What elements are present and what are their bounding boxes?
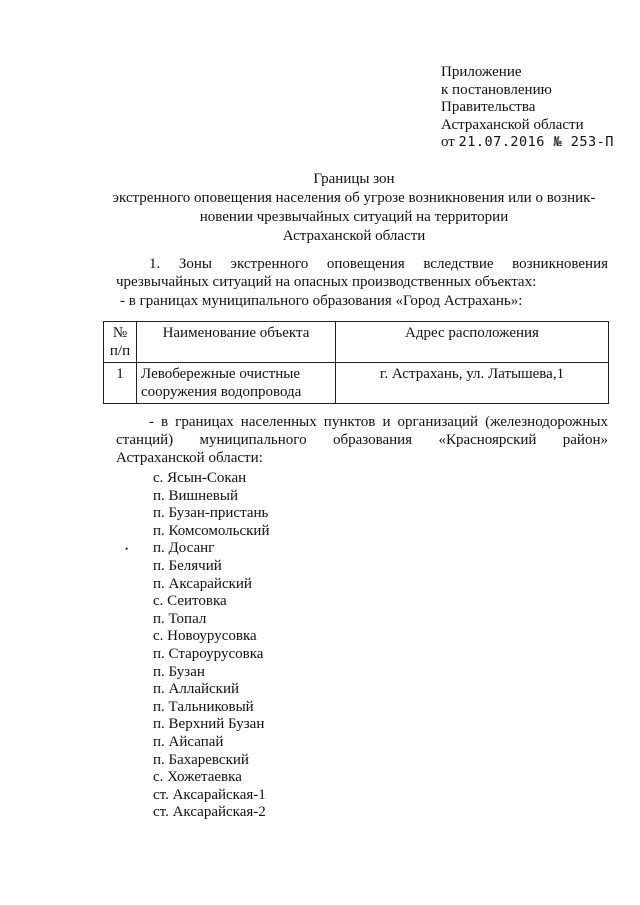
header-address: Адрес расположения [336, 322, 609, 363]
header-object-name: Наименование объекта [137, 322, 336, 363]
title-line: новении чрезвычайных ситуаций на территории [199, 209, 509, 225]
document-title [100, 170, 608, 246]
table-header-row [104, 322, 609, 363]
list-item: п. Аллайский [153, 681, 240, 698]
list-item: п. Староурусовка [153, 645, 264, 662]
cell-object-name: Левобережные очистные сооружения водопровода [137, 363, 336, 404]
settlements-list [153, 470, 269, 822]
approval-date-line [441, 134, 614, 152]
section-2-text: - в границах населенных пунктов и организаций (железнодорожных станций) муниципального образования «Красноярский район» Астраханской области: [116, 414, 608, 466]
list-item: п. Комсомольский [153, 522, 270, 539]
title-line: Астраханской области [282, 228, 426, 244]
list-item: ст. Аксарайская-2 [153, 804, 266, 821]
list-item: п. Бузан-пристань [153, 505, 269, 522]
list-item: п. Белячий [153, 557, 222, 574]
header-number: № п/п [104, 322, 137, 363]
list-item: с. Новоурусовка [153, 628, 257, 645]
approval-block [441, 64, 614, 152]
approval-line: Приложение [441, 64, 522, 80]
scan-speck: • [125, 544, 129, 554]
list-item: п. Бахаревский [153, 751, 249, 768]
title-line: Границы зон [313, 171, 395, 187]
list-item: ст. Аксарайская-1 [153, 786, 266, 803]
list-item: с. Сеитовка [153, 593, 227, 610]
list-item: п. Верхний Бузан [153, 716, 265, 733]
objects-table [103, 321, 609, 404]
list-item: п. Тальниковый [153, 698, 254, 715]
list-item: п. Топал [153, 610, 207, 627]
approval-line: к постановлению [441, 81, 552, 98]
approval-date-prefix: от [441, 134, 455, 150]
title-line: экстренного оповещения населения об угрозе возникновения или о возник- [112, 190, 596, 206]
list-item: п. Бузан [153, 663, 205, 680]
list-item: п. Досанг [153, 540, 215, 557]
approval-line: Астраханской области [441, 116, 584, 133]
list-item: п. Вишневый [153, 487, 238, 504]
list-item: п. Аксарайский [153, 575, 252, 592]
cell-address: г. Астрахань, ул. Латышева,1 [336, 363, 609, 404]
cell-number: 1 [104, 363, 137, 404]
table-row [104, 363, 609, 404]
list-item: с. Хожетаевка [153, 769, 242, 786]
approval-date-stamp: 21.07.2016 № 253-П [458, 134, 614, 150]
section-1-subheading: - в границах муниципального образования «Город Астрахань»: [120, 293, 523, 309]
section-1-text: 1. Зоны экстренного оповещения вследствие возникновения чрезвычайных ситуаций на опасных производственных объектах: [116, 256, 608, 290]
list-item: п. Айсапай [153, 733, 224, 750]
list-item: с. Ясын-Сокан [153, 470, 247, 486]
approval-line: Правительства [441, 99, 536, 115]
